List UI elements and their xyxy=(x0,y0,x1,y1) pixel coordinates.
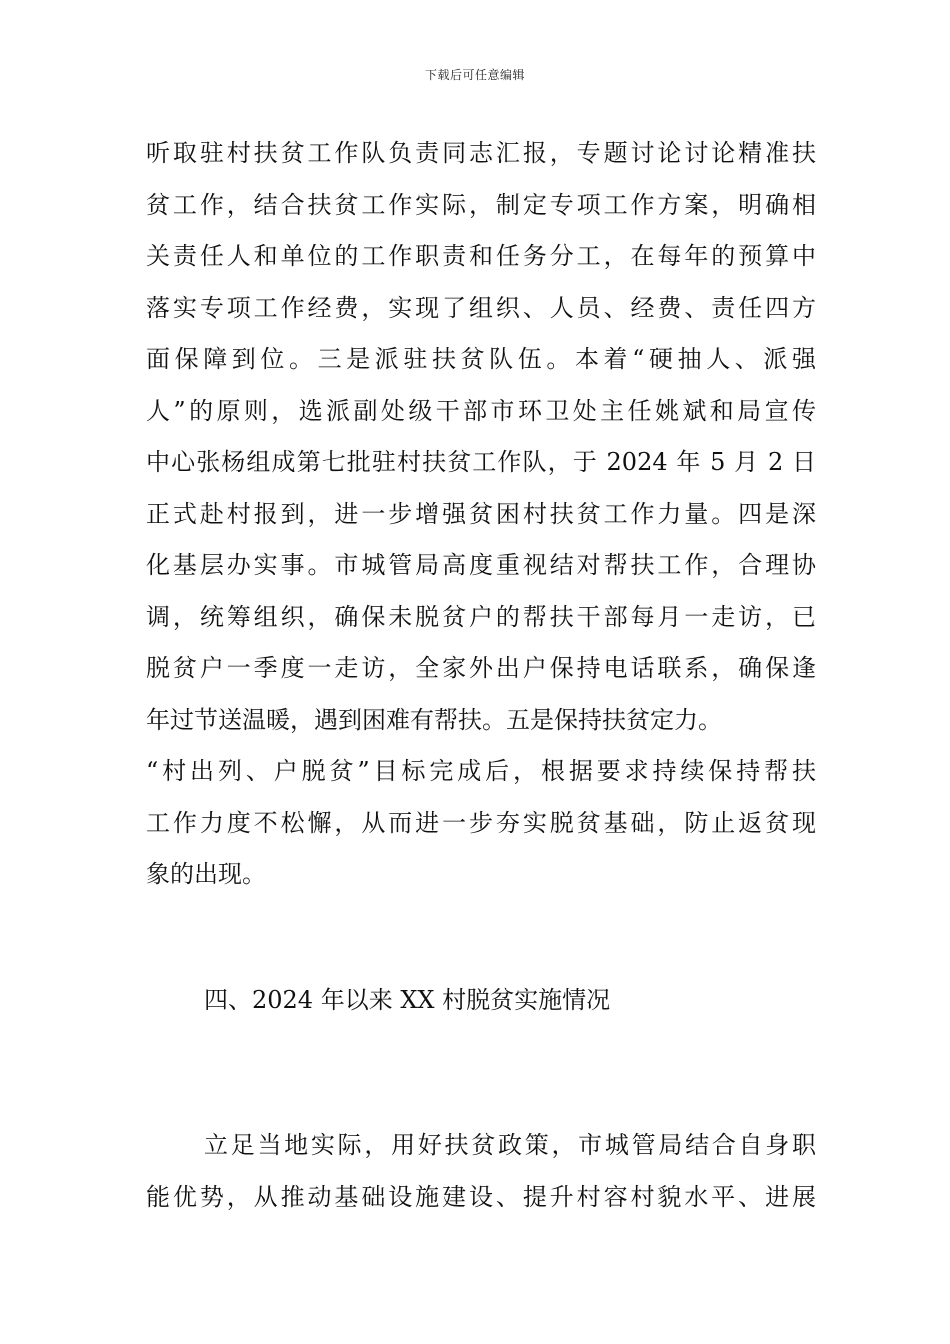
paragraph-2 xyxy=(146,1120,816,1223)
section-heading: 四、2024 年以来 XX 村脱贫实施情况 xyxy=(204,986,611,1014)
paragraph-line: 正式赴村报到，进一步增强贫困村扶贫工作力量。四是深 xyxy=(146,499,816,528)
paragraph-line: 面保障到位。三是派驻扶贫队伍。本着“硬抽人、派强 xyxy=(146,345,816,373)
paragraph-line: 人”的原则，选派副处级干部市环卫处主任姚斌和局宣传 xyxy=(146,396,816,425)
paragraph-line: 能优势，从推动基础设施建设、提升村容村貌水平、进展 xyxy=(146,1182,816,1211)
paragraph-line: 落实专项工作经费，实现了组织、人员、经费、责任四方 xyxy=(146,293,816,322)
paragraph-line: 贫工作，结合扶贫工作实际，制定专项工作方案，明确相 xyxy=(146,190,816,219)
paragraph-line: 象的出现。 xyxy=(146,860,266,888)
page-header-note: 下载后可任意编辑 xyxy=(424,68,525,82)
paragraph-line: 立足当地实际，用好扶贫政策，市城管局结合自身职 xyxy=(204,1131,816,1159)
paragraph-1 xyxy=(146,128,816,901)
paragraph-line: 中心张杨组成第七批驻村扶贫工作队，于 2024 年 5 月 2 日 xyxy=(146,448,816,476)
paragraph-line: 化基层办实事。市城管局高度重视结对帮扶工作，合理协 xyxy=(146,551,816,579)
paragraph-line: “村出列、户脱贫”目标完成后，根据要求持续保持帮扶 xyxy=(146,757,816,785)
paragraph-line: 工作力度不松懈，从而进一步夯实脱贫基础，防止返贫现 xyxy=(146,808,816,837)
paragraph-line: 听取驻村扶贫工作队负责同志汇报，专题讨论讨论精准扶 xyxy=(146,139,816,167)
paragraph-line: 关责任人和单位的工作职责和任务分工，在每年的预算中 xyxy=(146,242,816,270)
paragraph-line: 年过节送温暖，遇到困难有帮扶。五是保持扶贫定力。 xyxy=(146,705,722,734)
paragraph-line: 脱贫户一季度一走访，全家外出户保持电话联系，确保逢 xyxy=(146,654,816,682)
paragraph-line: 调，统筹组织，确保未脱贫户的帮扶干部每月一走访，已 xyxy=(146,602,816,631)
